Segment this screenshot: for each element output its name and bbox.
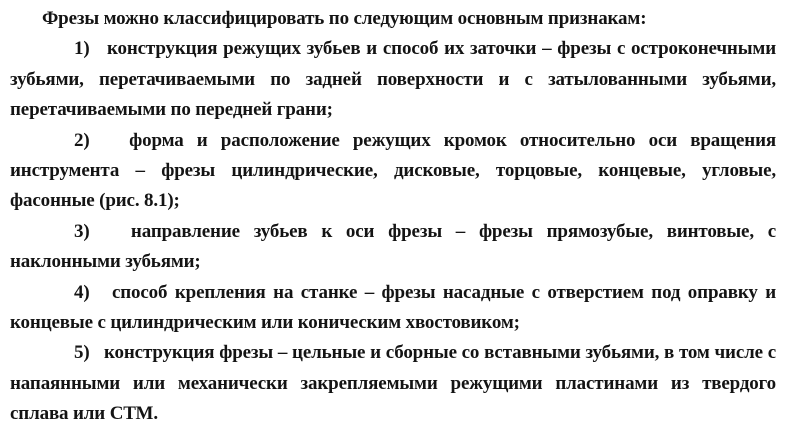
list-item-4 <box>10 278 776 339</box>
list-item-number: 1) <box>74 38 90 60</box>
list-item-text: направление зубьев к оси фрезы – фрезы прямозубые, винтовые, с наклонными зубьями; <box>10 220 776 273</box>
list-item-number: 5) <box>74 342 90 364</box>
list-item-number: 2) <box>74 129 90 151</box>
list-item-number: 4) <box>74 281 90 303</box>
list-item-1 <box>10 34 776 125</box>
list-item-2 <box>10 126 776 217</box>
list-item-text: форма и расположение режущих кромок относительно оси вращения инструмента – фрезы цилиндрические, дисковые, торцовые, концевые, угловые, фасонные (рис. 8.1); <box>10 129 776 212</box>
list-item-number: 3) <box>74 220 90 242</box>
list-item-text: конструкция режущих зубьев и способ их заточки – фрезы с остроконечными зубьями, перетачиваемыми по задней поверхности и с затылованными зубьями, перетачиваемыми по передней грани; <box>10 38 776 121</box>
intro-text: Фрезы можно классифицировать по следующим основным признакам: <box>42 8 647 29</box>
intro-paragraph <box>10 4 776 34</box>
list-item-text: конструкция фрезы – цельные и сборные со вставными зубьями, в том числе с напаянными или механически закрепляемыми режущими пластинами из твердого сплава или СТМ. <box>10 342 776 425</box>
list-item-5 <box>10 338 776 429</box>
list-item-text: способ крепления на станке – фрезы насадные с отверстием под оправку и концевые с цилиндрическим или коническим хвостовиком; <box>10 281 776 334</box>
list-item-3 <box>10 217 776 278</box>
